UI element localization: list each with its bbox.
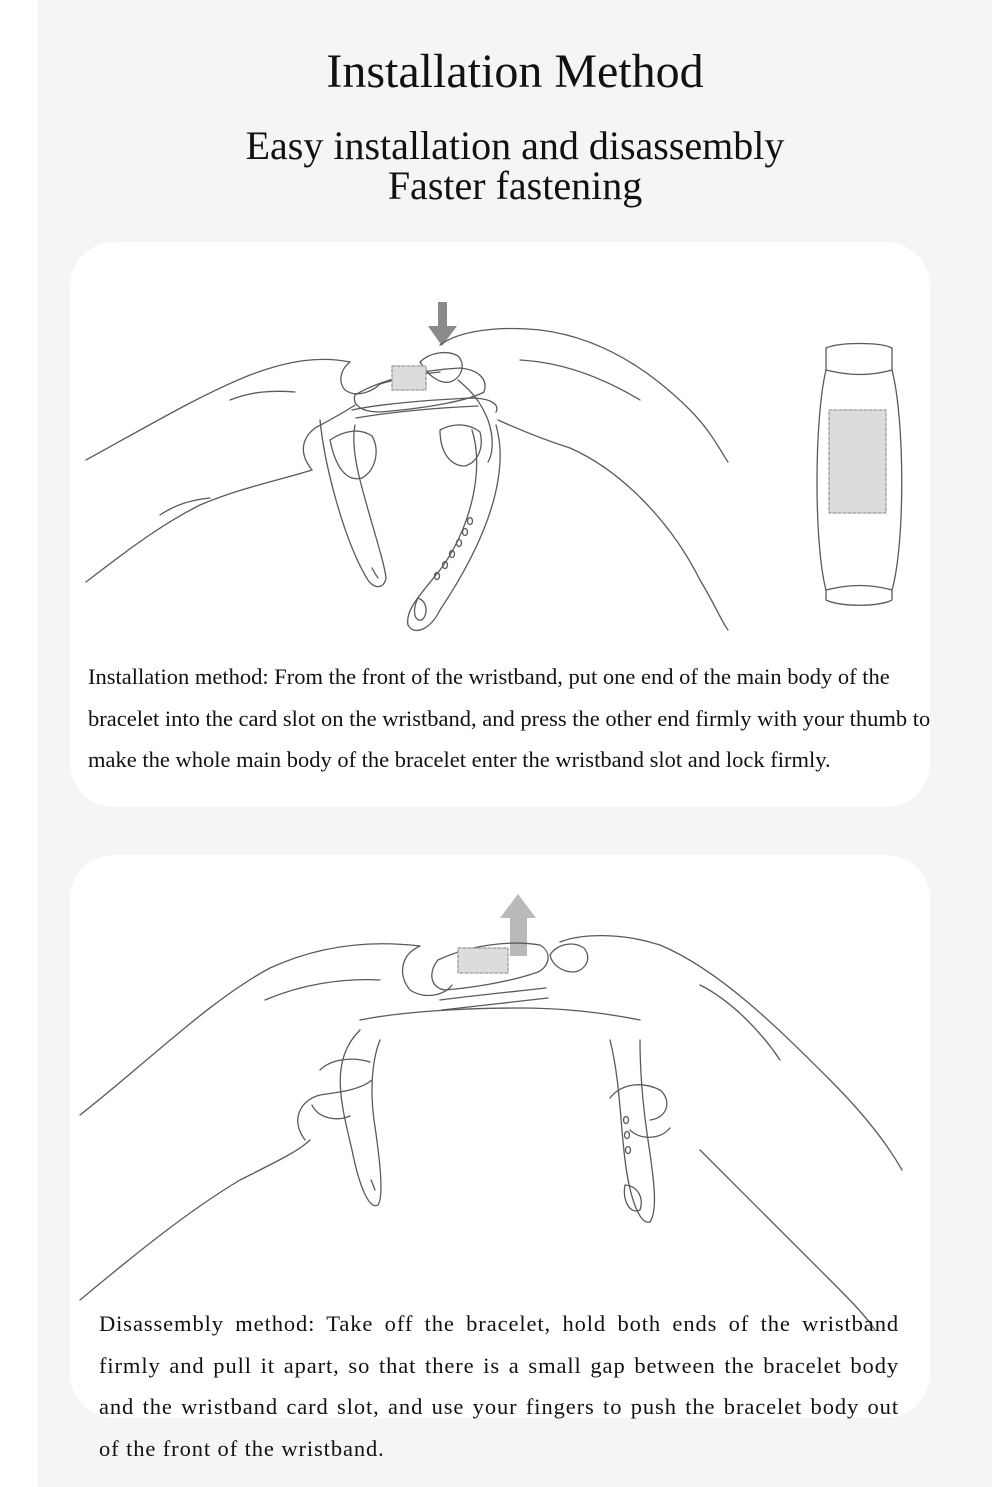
- wristband-strap-illustration: [340, 1008, 654, 1222]
- subtitle-line-2: Faster fastening: [387, 163, 643, 208]
- bracelet-core-illustration: [432, 943, 548, 1010]
- arrow-up-icon: [500, 894, 536, 956]
- subtitle-line-1: Easy installation and disassembly: [245, 123, 785, 168]
- page-title: Installation Method: [326, 45, 704, 98]
- right-hand-illustration: [550, 936, 902, 1330]
- disassembly-description: Disassembly method: Take off the bracelet, hold both ends of the wristband firmly and pull it apart, so that there is a small gap between the bracelet body and the wristband card slot, and use your fingers to push the bracelet body out of the front of the wristband.: [99, 1311, 899, 1461]
- installation-description: Installation method: From the front of the wristband, put one end of the main body of the bracelet into the card slot on the wristband, and press the other end firmly with your thumb to make the whole main body of the bracelet enter the wristband slot and lock firmly.: [88, 664, 931, 772]
- left-hand-illustration: [80, 944, 452, 1300]
